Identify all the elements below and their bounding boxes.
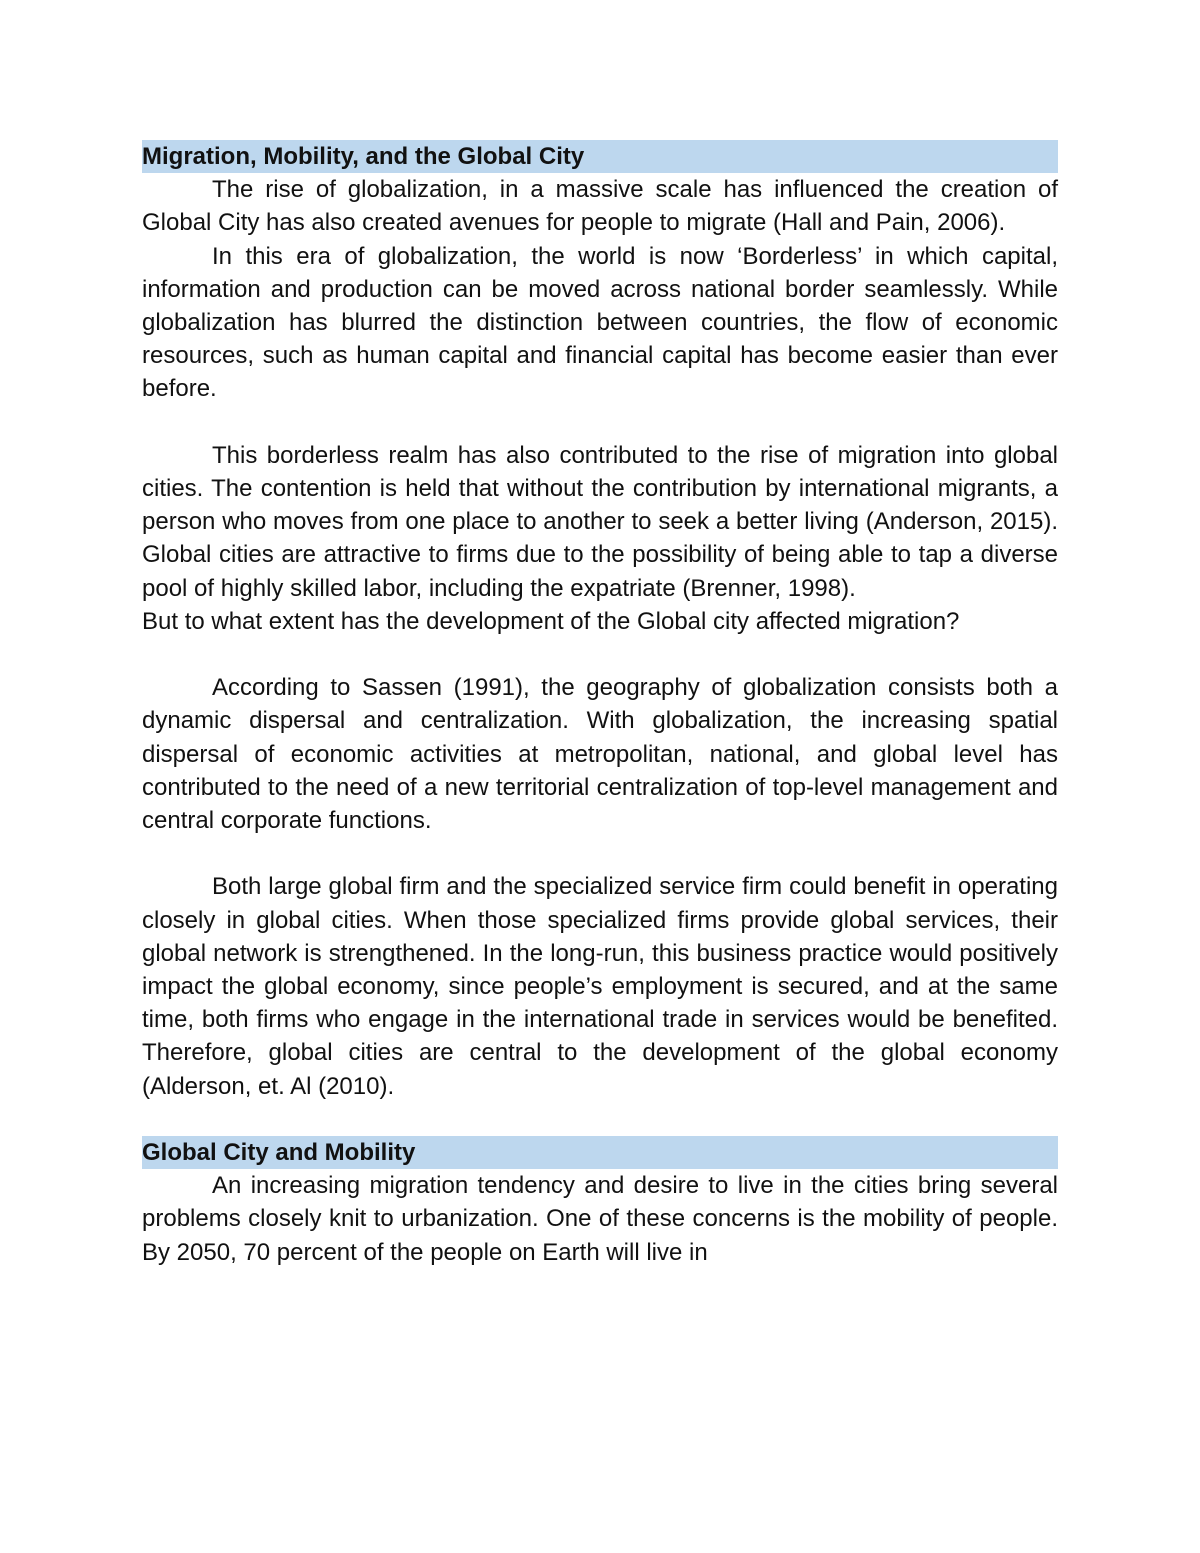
blank-line bbox=[142, 406, 1058, 439]
paragraph: But to what extent has the development of the Global city affected migration? bbox=[142, 607, 960, 635]
section-heading-mobility: Global City and Mobility bbox=[142, 1136, 1058, 1169]
paragraph: Both large global firm and the specialized service firm could benefit in operating closely in global cities. When those specialized firms provide global services, their global network is strengthened. In the long-run, this business practice would positively impact the global economy, since people’s employment is secured, and at the same time, both firms who engage in the international trade in services would be benefited. Therefore, global cities are central to the development of the global economy (Alderson, et. Al (2010). bbox=[142, 873, 1058, 1100]
paragraph: This borderless realm has also contributed to the rise of migration into global cities. The contention is held that without the contribution by international migrants, a person who moves from one place to another to seek a better living (Anderson, 2015). Global cities are attractive to firms due to the possibility of being able to tap a diverse pool of highly skilled labor, including the expatriate (Brenner, 1998). bbox=[142, 441, 1058, 602]
section-heading-migration: Migration, Mobility, and the Global City bbox=[142, 140, 1058, 173]
document-body bbox=[142, 140, 1058, 1269]
blank-line bbox=[142, 1103, 1058, 1136]
paragraph: According to Sassen (1991), the geography of globalization consists both a dynamic dispersal and centralization. With globalization, the increasing spatial dispersal of economic activities at metropolitan, national, and global level has contributed to the need of a new territorial centralization of top-level management and central corporate functions. bbox=[142, 674, 1058, 835]
paragraph: In this era of globalization, the world is now ‘Borderless’ in which capital, information and production can be moved across national border seamlessly. While globalization has blurred the distinction between countries, the flow of economic resources, such as human capital and financial capital has become easier than ever before. bbox=[142, 242, 1058, 403]
blank-line bbox=[142, 638, 1058, 671]
blank-line bbox=[142, 837, 1058, 870]
paragraph: The rise of globalization, in a massive scale has influenced the creation of Global City has also created avenues for people to migrate (Hall and Pain, 2006). bbox=[142, 176, 1058, 237]
paragraph: An increasing migration tendency and desire to live in the cities bring several problems closely knit to urbanization. One of these concerns is the mobility of people. By 2050, 70 percent of the people on Earth will live in bbox=[142, 1172, 1058, 1266]
